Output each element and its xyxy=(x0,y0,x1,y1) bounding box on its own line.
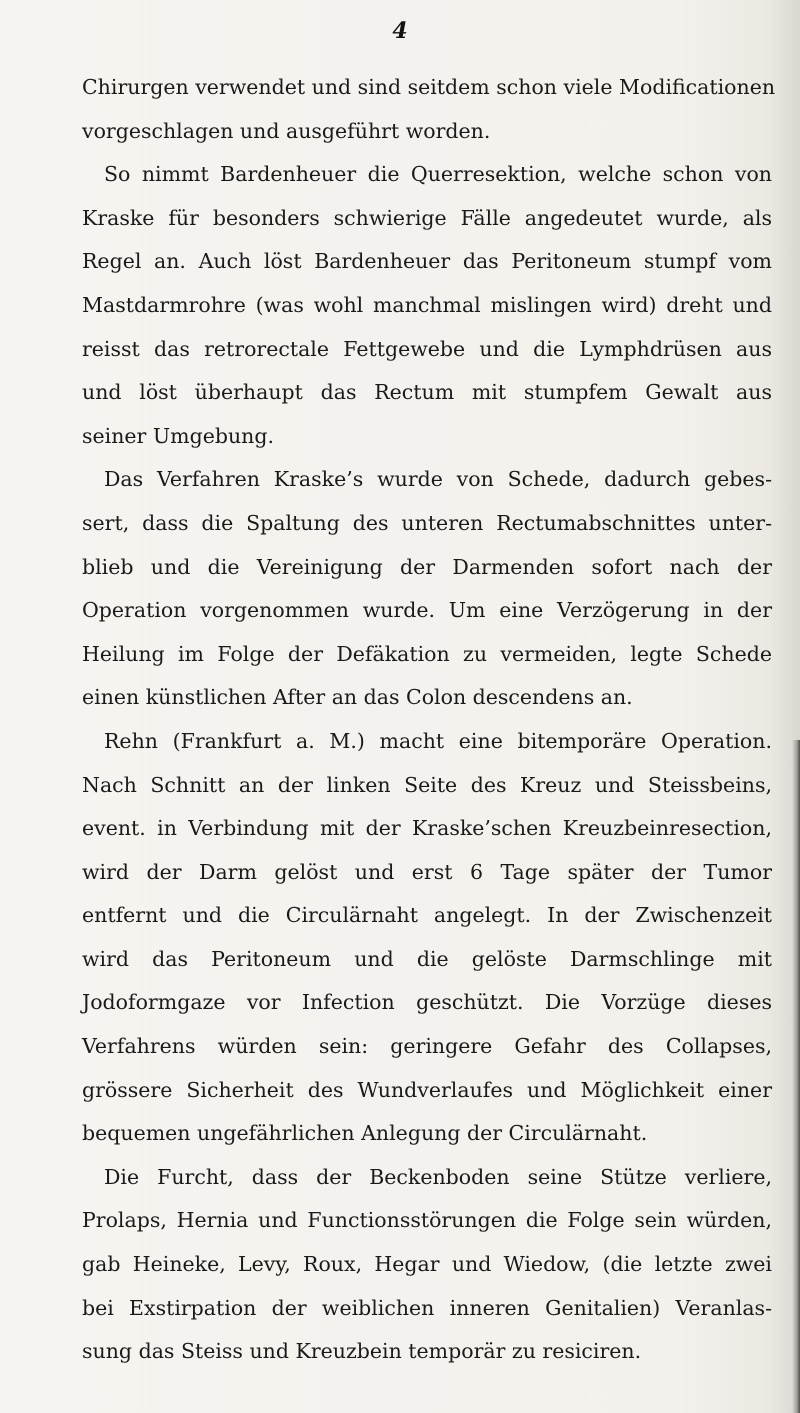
text-line: Operation vorgenommen wurde. Um eine Verzögerung in der xyxy=(82,598,772,623)
text-line: Regel an. Auch löst Bardenheuer das Peritoneum stumpf vom xyxy=(82,249,772,274)
text-line: einen künstlichen After an das Colon descendens an. xyxy=(82,685,633,710)
text-line: wird der Darm gelöst und erst 6 Tage später der Tumor xyxy=(82,859,772,884)
text-line: reisst das retrorectale Fettgewebe und die Lymphdrüsen aus xyxy=(82,336,772,361)
page-number: 4 xyxy=(392,18,408,44)
text-line: Heilung im Folge der Defäkation zu vermeiden, legte Schede xyxy=(82,641,772,666)
text-line: wird das Peritoneum und die gelöste Darmschlinge mit xyxy=(82,946,772,971)
paragraph-start-line: Die Furcht, dass der Beckenboden seine Stütze verliere, xyxy=(104,1164,772,1189)
paragraph-start-line: Das Verfahren Kraske’s wurde von Schede, dadurch gebes- xyxy=(104,467,772,492)
body-text xyxy=(82,66,776,1374)
text-line: bei Exstirpation der weiblichen inneren Genitalien) Veranlas- xyxy=(82,1295,772,1320)
text-line: sert, dass die Spaltung des unteren Rectumabschnittes unter- xyxy=(82,510,772,535)
text-line: vorgeschlagen und ausgeführt worden. xyxy=(82,118,491,143)
text-line: Nach Schnitt an der linken Seite des Kreuz und Steissbeins, xyxy=(82,772,772,797)
text-line: bequemen ungefährlichen Anlegung der Circulärnaht. xyxy=(82,1121,648,1146)
text-line: seiner Umgebung. xyxy=(82,423,274,448)
text-line: gab Heineke, Levy, Roux, Hegar und Wiedow, (die letzte zwei xyxy=(82,1252,772,1277)
text-line: entfernt und die Circulärnaht angelegt. In der Zwischenzeit xyxy=(82,903,772,928)
text-line: sung das Steiss und Kreuzbein temporär zu resiciren. xyxy=(82,1339,642,1364)
text-line: Verfahrens würden sein: geringere Gefahr des Collapses, xyxy=(82,1034,772,1059)
text-line: Mastdarmrohre (was wohl manchmal mislingen wird) dreht und xyxy=(82,292,772,317)
text-line: grössere Sicherheit des Wundverlaufes und Möglichkeit einer xyxy=(82,1077,772,1102)
paragraph-start-line: Rehn (Frankfurt a. M.) macht eine bitemporäre Operation. xyxy=(104,728,772,753)
page-edge-shadow xyxy=(792,740,800,1413)
text-line: und löst überhaupt das Rectum mit stumpfem Gewalt aus xyxy=(82,380,772,405)
text-line: event. in Verbindung mit der Kraske’schen Kreuzbeinresection, xyxy=(82,816,772,841)
text-line: Chirurgen verwendet und sind seitdem schon viele Modificationen xyxy=(82,75,776,99)
paragraph-start-line: So nimmt Bardenheuer die Querresektion, welche schon von xyxy=(104,162,772,187)
text-line: Prolaps, Hernia und Functionsstörungen die Folge sein würden, xyxy=(82,1208,772,1233)
text-line: blieb und die Vereinigung der Darmenden sofort nach der xyxy=(82,554,772,579)
text-line: Jodoformgaze vor Infection geschützt. Die Vorzüge dieses xyxy=(82,990,772,1015)
text-line: Kraske für besonders schwierige Fälle angedeutet wurde, als xyxy=(82,205,772,230)
